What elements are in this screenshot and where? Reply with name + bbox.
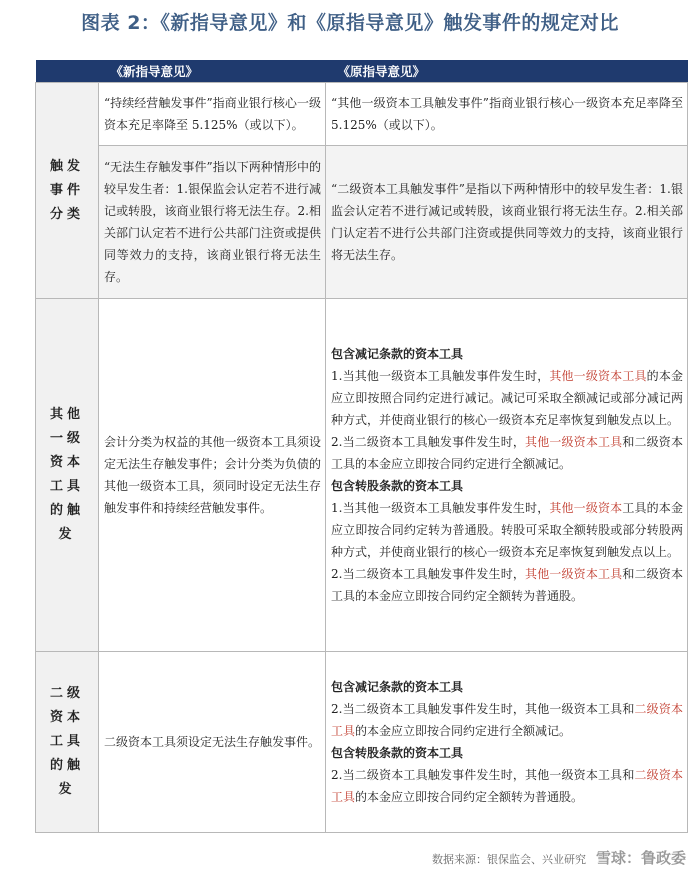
cell-new-going-concern: “持续经营触发事件”指商业银行核心一级资本充足率降至 5.125%（或以下）。 bbox=[99, 83, 326, 146]
wd1-text-a: 1.当其他一级资本工具触发事件发生时， bbox=[331, 369, 550, 383]
convert-title: 包含转股条款的资本工具 bbox=[331, 479, 464, 493]
writedown-title: 包含减记条款的资本工具 bbox=[331, 347, 464, 361]
table-row bbox=[36, 299, 688, 652]
cell-old-tier1-trigger: “其他一级资本工具触发事件”指商业银行核心一级资本充足率降至 5.125%（或以下）。 bbox=[326, 83, 688, 146]
wd2-text-b: 和二级资本工具的本金应立即按合同约定进行全额减记。 bbox=[331, 435, 683, 471]
cell-old-tier2 bbox=[326, 652, 688, 833]
table-row bbox=[36, 146, 688, 299]
t2-wd-highlight: 二级资本工具 bbox=[331, 702, 683, 738]
cv2-highlight: 其他一级资本工具 bbox=[525, 567, 623, 581]
header-old-guidance: 《原指导意见》 bbox=[326, 60, 688, 83]
cv1-text-b: 工具的本金应立即按合同约定转为普通股。转股可采取全额转股或部分转股两种方式，并使商业银行的核心一级资本充足率恢复到触发点以上。 bbox=[331, 501, 683, 559]
wd2-text-a: 2.当二级资本工具触发事件发生时， bbox=[331, 435, 526, 449]
t2-cv-text-b: 的本金应立即按合同约定全额转为普通股。 bbox=[355, 790, 584, 804]
t2-cv-highlight: 二级资本工具 bbox=[331, 768, 683, 804]
cell-new-non-viability: “无法生存触发事件”指以下两种情形中的较早发生者：1.银保监会认定若不进行减记或转股，该商业银行将无法生存。2.相关部门认定若不进行公共部门注资或提供同等效力的支持，该商业银行将无法生存。 bbox=[99, 146, 326, 299]
cell-old-tier2-trigger: “二级资本工具触发事件”是指以下两种情形中的较早发生者：1.银监会认定若不进行减记或转股，该商业银行将无法生存。2.相关部门认定若不进行公共部门注资或提供同等效力的支持，该商业银行将无法生存。 bbox=[326, 146, 688, 299]
comparison-table-container bbox=[35, 60, 687, 833]
cell-new-other-tier1: 会计分类为权益的其他一级资本工具须设定无法生存触发事件；会计分类为负债的其他一级资本工具，须同时设定无法生存触发事件和持续经营触发事件。 bbox=[99, 299, 326, 652]
t2-wd-text-a: 2.当二级资本工具触发事件发生时，其他一级资本工具和 bbox=[331, 702, 635, 716]
cell-new-tier2: 二级资本工具须设定无法生存触发事件。 bbox=[99, 652, 326, 833]
writedown-title: 包含减记条款的资本工具 bbox=[331, 680, 464, 694]
header-blank-cell bbox=[36, 60, 99, 83]
row-label-tier2: 二级资本工具的触发 bbox=[36, 652, 99, 833]
row-label-other-tier1: 其他一级资本工具的触发 bbox=[36, 299, 99, 652]
cv2-text-a: 2.当二级资本工具触发事件发生时， bbox=[331, 567, 526, 581]
figure-title: 图表 2：《新指导意见》和《原指导意见》触发事件的规定对比 bbox=[81, 12, 619, 34]
wd1-highlight: 其他一级资本工具 bbox=[549, 369, 647, 383]
cv2-text-b: 和二级资本工具的本金应立即按合同约定全额转为普通股。 bbox=[331, 567, 683, 603]
cell-old-other-tier1 bbox=[326, 299, 688, 652]
row-label-trigger-class: 触发事件分类 bbox=[36, 83, 99, 299]
comparison-table bbox=[35, 60, 688, 833]
source-text: 数据来源：银保监会、兴业研究 bbox=[431, 853, 586, 866]
t2-wd-text-b: 的本金应立即按合同约定进行全额减记。 bbox=[355, 724, 572, 738]
header-new-guidance: 《新指导意见》 bbox=[99, 60, 326, 83]
wd1-text-b: 的本金应立即按照合同约定进行减记。减记可采取全额减记或部分减记两种方式，并使商业银行的核心一级资本充足率恢复到触发点以上。 bbox=[331, 369, 683, 427]
cv1-highlight: 其他一级资本 bbox=[549, 501, 623, 515]
source-footer bbox=[432, 847, 686, 868]
table-row bbox=[36, 83, 688, 146]
cv1-text-a: 1.当其他一级资本工具触发事件发生时， bbox=[331, 501, 550, 515]
watermark: 雪球：鲁政委 bbox=[595, 849, 686, 867]
convert-title: 包含转股条款的资本工具 bbox=[331, 746, 464, 760]
wd2-highlight: 其他一级资本工具 bbox=[525, 435, 623, 449]
table-header-row bbox=[36, 60, 688, 83]
t2-cv-text-a: 2.当二级资本工具触发事件发生时，其他一级资本工具和 bbox=[331, 768, 635, 782]
table-row bbox=[36, 652, 688, 833]
